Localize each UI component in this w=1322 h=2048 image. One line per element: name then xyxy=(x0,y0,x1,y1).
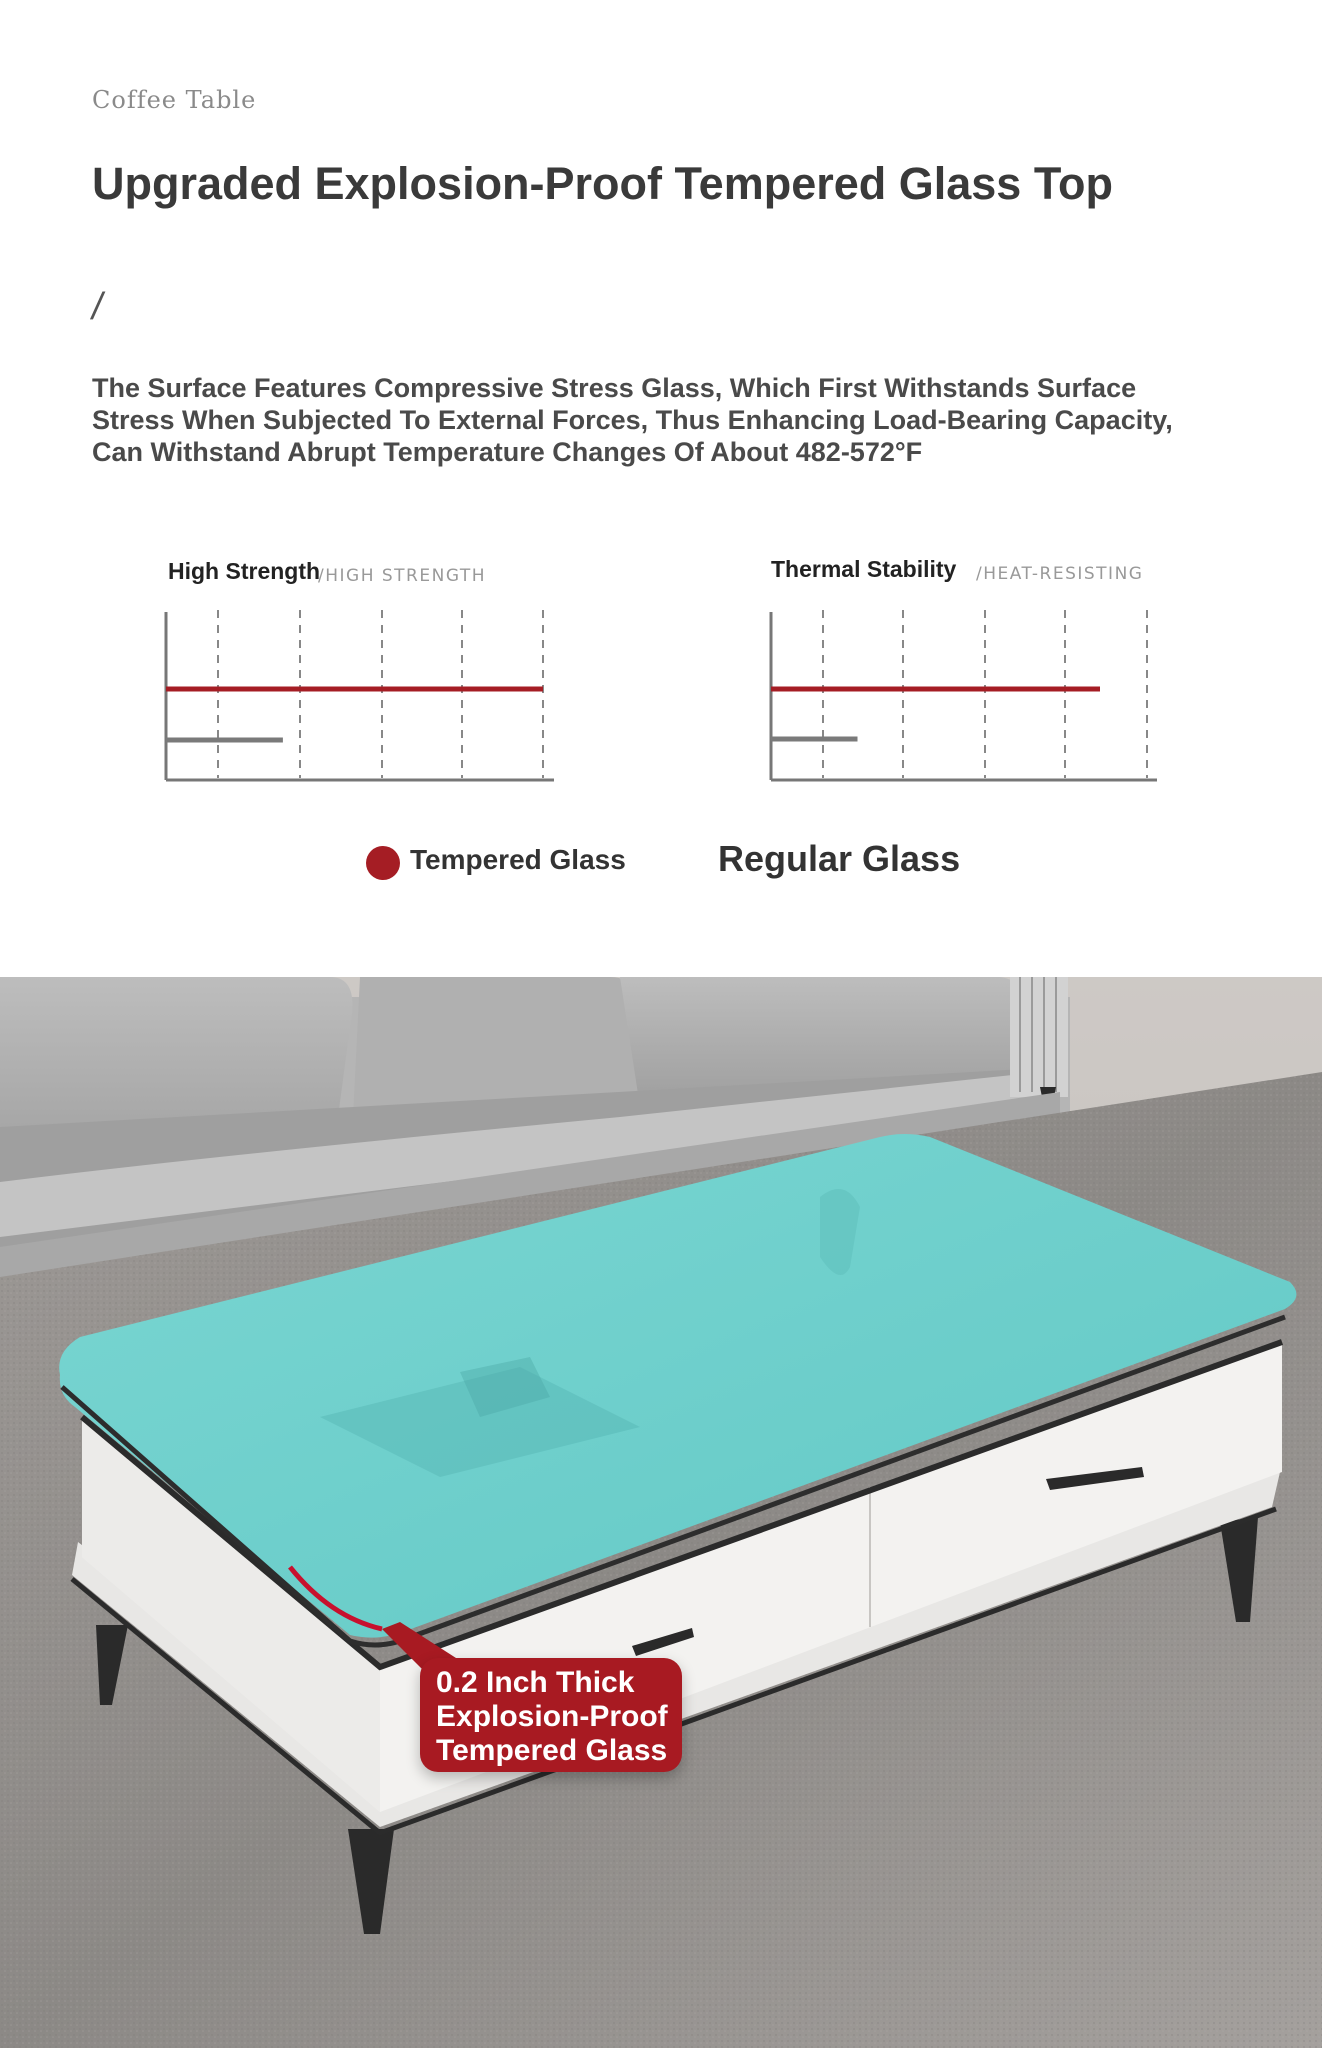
page-title: Upgraded Explosion-Proof Tempered Glass Top xyxy=(92,158,1113,209)
tempered-legend-label: Tempered Glass xyxy=(410,844,626,875)
thickness-callout-text xyxy=(436,1666,686,1768)
regular-legend-label: Regular Glass xyxy=(718,838,961,879)
callout-line-2: Explosion-Proof xyxy=(436,1700,668,1733)
thermal-chart-title: Thermal Stability xyxy=(771,556,957,582)
feature-description: The Surface Features Compressive Stress Glass, Which First Withstands Surface Stress When Subjected To External Forces, Thus Enhancing Load-Bearing Capacity, Can Withstand Abrupt Temperature Changes Of About 482-572°F xyxy=(92,373,1173,467)
strength-chart-gridlines xyxy=(218,610,543,778)
coffee-table-photo xyxy=(0,977,1322,2048)
thermal-chart xyxy=(763,606,1163,786)
divider-slash: / xyxy=(88,286,107,328)
category-label: Coffee Table xyxy=(92,86,257,114)
callout-line-3: Tempered Glass xyxy=(436,1734,668,1767)
thermal-chart-gridlines xyxy=(823,610,1147,778)
strength-chart-title: High Strength xyxy=(168,558,321,584)
tempered-legend-swatch xyxy=(366,846,400,880)
strength-chart xyxy=(160,606,560,786)
callout-line-1: 0.2 Inch Thick xyxy=(436,1666,635,1699)
thermal-chart-subtitle: /HEAT-RESISTING xyxy=(976,564,1144,584)
strength-chart-subtitle: /HIGH STRENGTH xyxy=(318,566,487,586)
